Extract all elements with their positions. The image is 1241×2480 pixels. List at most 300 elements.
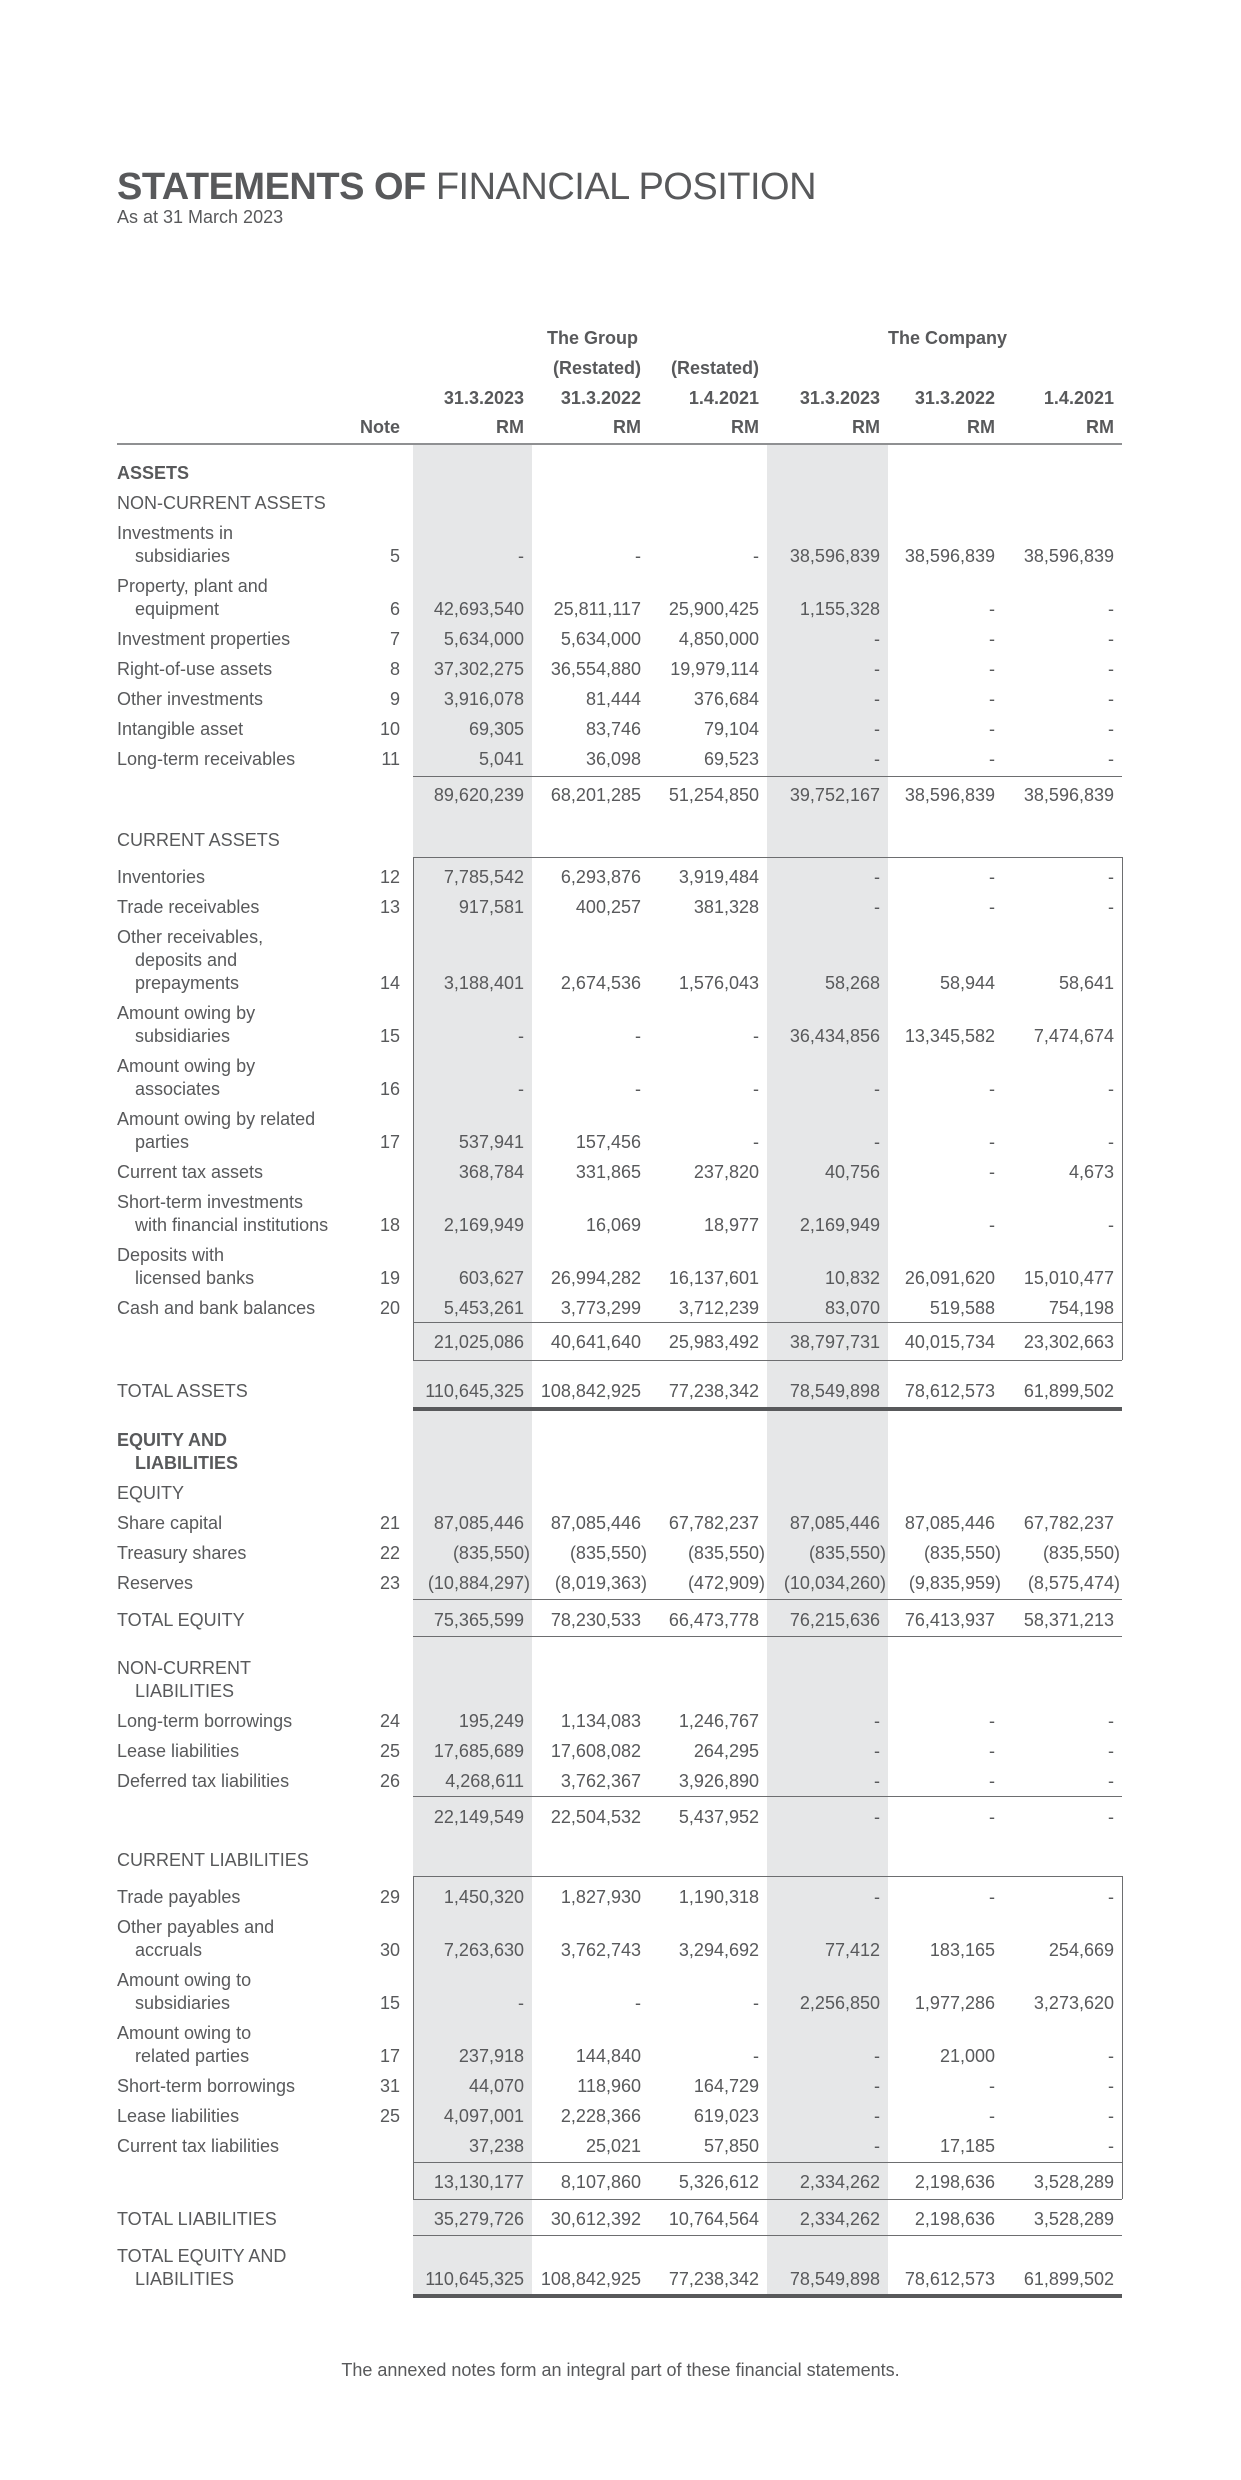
row-value: 25,900,425 [668, 599, 759, 619]
row-label-line: Current tax assets [117, 1162, 264, 1182]
row-note: 15 [379, 1026, 400, 1046]
row-value: 77,412 [824, 1940, 880, 1960]
row-value: - [874, 659, 880, 679]
row-note: 5 [389, 546, 400, 566]
header-rule [117, 443, 1122, 445]
row-label [117, 1572, 193, 1595]
row-value: - [989, 629, 995, 649]
row-value: 58,268 [824, 973, 880, 993]
row-value: - [1108, 1215, 1114, 1235]
row-value: 17,685,689 [433, 1741, 524, 1761]
row-label-line: EQUITY [117, 1483, 185, 1503]
row-value: 67,782,237 [1023, 1513, 1114, 1533]
row-label [117, 1512, 222, 1535]
row-label-line: CURRENT ASSETS [117, 830, 280, 850]
row-value: 23,302,663 [1023, 1332, 1114, 1352]
row-value: 118,960 [577, 2076, 641, 2096]
company-header: The Company [888, 328, 1008, 348]
column-header-units: RM [496, 417, 524, 437]
row-value: 1,190,318 [678, 1887, 759, 1907]
row-label-line: CURRENT LIABILITIES [117, 1850, 309, 1870]
row-value: 38,596,839 [904, 785, 995, 805]
row-value: - [874, 2106, 880, 2126]
row-value: - [874, 629, 880, 649]
row-label [117, 829, 280, 852]
row-value: - [1108, 1079, 1114, 1099]
title-light: FINANCIAL POSITION [435, 166, 817, 208]
row-label-line: LIABILITIES [135, 1681, 235, 1701]
row-label-line: Other payables and [117, 1917, 275, 1937]
row-value: - [874, 719, 880, 739]
column-header-restated: (Restated) [670, 358, 759, 378]
row-value: 22,149,549 [433, 1807, 524, 1827]
row-label-line: Trade receivables [117, 897, 260, 917]
row-value: 5,634,000 [560, 629, 641, 649]
row-value: 1,977,286 [914, 1993, 995, 2013]
equity-rule [413, 1599, 1122, 1600]
row-value: 40,756 [824, 1162, 880, 1182]
row-value: 3,916,078 [443, 689, 524, 709]
row-label-line: Treasury shares [117, 1543, 247, 1563]
row-value: - [1108, 1887, 1114, 1907]
row-note: 31 [379, 2076, 400, 2096]
row-value: 58,641 [1058, 973, 1114, 993]
row-value: - [1108, 659, 1114, 679]
row-value: - [753, 1132, 759, 1152]
row-label [117, 2135, 279, 2158]
column-header-dates: 31.3.2022 [914, 388, 995, 408]
non-current-assets-subtotal-rule [413, 776, 1122, 777]
row-note: 18 [379, 1215, 400, 1235]
row-note: 15 [379, 1993, 400, 2013]
row-value: - [1108, 1132, 1114, 1152]
row-label-line: associates [135, 1079, 221, 1099]
row-label [117, 2075, 295, 2098]
row-value: 42,693,540 [433, 599, 524, 619]
row-label [117, 688, 263, 711]
row-value: 237,820 [693, 1162, 759, 1182]
row-value: 164,729 [693, 2076, 759, 2096]
row-value: - [1108, 1771, 1114, 1791]
page-subtitle: As at 31 March 2023 [117, 207, 284, 227]
row-label-line: NON-CURRENT ASSETS [117, 493, 326, 513]
row-value: 78,549,898 [789, 1381, 880, 1401]
current-assets-box-top [413, 857, 1122, 858]
row-value: - [989, 599, 995, 619]
row-value: 537,941 [458, 1132, 524, 1152]
row-value: 66,473,778 [668, 1610, 759, 1630]
row-note: 6 [389, 599, 400, 619]
row-note: 13 [379, 897, 400, 917]
current-liabilities-subtotal-rule [413, 2162, 1122, 2163]
row-value: - [989, 1215, 995, 1235]
row-value: 2,169,949 [799, 1215, 880, 1235]
row-value: (835,550) [452, 1543, 530, 1563]
row-value: 7,474,674 [1033, 1026, 1114, 1046]
row-value: - [1108, 897, 1114, 917]
row-value: 36,554,880 [550, 659, 641, 679]
row-label [117, 748, 295, 771]
row-value: - [518, 1026, 524, 1046]
row-label [117, 1657, 251, 1703]
row-value: 21,000 [939, 2046, 995, 2066]
row-value: 368,784 [458, 1162, 524, 1182]
row-label-line: Property, plant and [117, 576, 268, 596]
current-liabilities-box-left [413, 1876, 414, 2199]
row-value: 754,198 [1048, 1298, 1114, 1318]
row-value: - [989, 1887, 995, 1907]
row-label-line: LIABILITIES [135, 2269, 235, 2289]
row-value: - [874, 1887, 880, 1907]
row-label-line: ASSETS [117, 463, 190, 483]
row-label [117, 1161, 263, 1184]
row-value: 1,155,328 [799, 599, 880, 619]
row-value: 400,257 [575, 897, 641, 917]
row-value: - [635, 1079, 641, 1099]
row-value: 1,450,320 [443, 1887, 524, 1907]
row-value: (835,550) [687, 1543, 765, 1563]
footer-note: The annexed notes form an integral part of these financial statements. [341, 2360, 900, 2380]
row-label-line: licensed banks [135, 1268, 255, 1288]
row-value: 25,811,117 [553, 599, 641, 619]
row-note: 11 [381, 749, 400, 769]
row-value: 1,576,043 [678, 973, 759, 993]
row-label-line: Lease liabilities [117, 2106, 240, 2126]
row-label [117, 1740, 239, 1763]
row-value: 40,015,734 [904, 1332, 995, 1352]
total-equity-liabilities-double-rule [413, 2294, 1122, 2298]
row-label [117, 2022, 251, 2068]
row-label-line: TOTAL LIABILITIES [117, 2209, 277, 2229]
row-value: (835,550) [923, 1543, 1001, 1563]
row-value: 16,137,601 [668, 1268, 759, 1288]
row-value: - [1108, 2136, 1114, 2156]
row-value: 38,596,839 [1023, 546, 1114, 566]
row-label-line: Amount owing by [117, 1003, 256, 1023]
row-value: 237,918 [458, 2046, 524, 2066]
row-value: 376,684 [693, 689, 759, 709]
row-value: - [989, 719, 995, 739]
row-value: - [874, 2046, 880, 2066]
row-label [117, 1244, 254, 1290]
row-value: 144,840 [575, 2046, 641, 2066]
row-value: 603,627 [458, 1268, 524, 1288]
row-value: - [874, 1079, 880, 1099]
row-value: 4,850,000 [678, 629, 759, 649]
row-value: - [989, 749, 995, 769]
row-label-line: Right-of-use assets [117, 659, 273, 679]
row-label [117, 462, 189, 485]
row-label [117, 575, 268, 621]
row-label [117, 1609, 245, 1632]
row-note: 19 [379, 1268, 400, 1288]
row-label [117, 1710, 292, 1733]
column-header-units: RM [967, 417, 995, 437]
row-value: - [874, 1741, 880, 1761]
row-value: 38,596,839 [904, 546, 995, 566]
row-label [117, 718, 243, 741]
row-value: 4,097,001 [443, 2106, 524, 2126]
current-assets-box-bottom [413, 1360, 1122, 1361]
row-note: 14 [379, 973, 400, 993]
row-value: - [753, 1026, 759, 1046]
row-value: (8,575,474) [1027, 1573, 1120, 1593]
row-label-line: subsidiaries [135, 1026, 231, 1046]
row-label-line: Current tax liabilities [117, 2136, 280, 2156]
row-value: 7,263,630 [443, 1940, 524, 1960]
column-header-dates: 31.3.2023 [443, 388, 524, 408]
row-value: 110,645,325 [425, 2269, 524, 2289]
total-liabilities-rule [413, 2235, 1122, 2236]
row-label-line: Deposits with [117, 1245, 225, 1265]
row-label-line: Investments in [117, 523, 234, 543]
row-value: (472,909) [687, 1573, 765, 1593]
row-value: (10,034,260) [783, 1573, 886, 1593]
row-value: 58,944 [939, 973, 995, 993]
row-value: (8,019,363) [554, 1573, 647, 1593]
row-value: 195,249 [458, 1711, 524, 1731]
note-header: Note [360, 417, 400, 437]
row-label-line: TOTAL EQUITY AND [117, 2246, 287, 2266]
row-value: 3,773,299 [560, 1298, 641, 1318]
row-label-line: Amount owing by [117, 1056, 256, 1076]
row-value: - [874, 749, 880, 769]
row-value: 2,334,262 [799, 2172, 880, 2192]
row-note: 24 [379, 1711, 400, 1731]
row-note: 30 [379, 1940, 400, 1960]
row-value: 18,977 [703, 1215, 759, 1235]
row-value: 87,085,446 [433, 1513, 524, 1533]
row-label-line: TOTAL ASSETS [117, 1381, 248, 1401]
row-label [117, 1770, 289, 1793]
row-label [117, 2208, 277, 2231]
row-value: 67,782,237 [668, 1513, 759, 1533]
column-header-units: RM [1086, 417, 1114, 437]
row-value: 40,641,640 [550, 1332, 641, 1352]
row-value: 4,268,611 [445, 1771, 524, 1791]
row-label-line: Investment properties [117, 629, 291, 649]
row-value: 78,612,573 [904, 1381, 995, 1401]
row-label-line: Reserves [117, 1573, 194, 1593]
row-value: 157,456 [575, 1132, 641, 1152]
row-value: 38,596,839 [789, 546, 880, 566]
row-value: - [874, 689, 880, 709]
row-label-line: prepayments [135, 973, 240, 993]
row-value: 38,596,839 [1023, 785, 1114, 805]
row-value: 76,215,636 [789, 1610, 880, 1630]
row-value: 2,198,636 [914, 2209, 995, 2229]
row-note: 16 [379, 1079, 400, 1099]
row-value: 108,842,925 [540, 2269, 641, 2289]
row-label [117, 1849, 309, 1872]
row-label-line: related parties [135, 2046, 250, 2066]
row-label [117, 522, 233, 568]
row-value: 1,246,767 [678, 1711, 759, 1731]
row-note: 12 [379, 867, 400, 887]
row-label [117, 492, 326, 515]
row-note: 10 [379, 719, 400, 739]
row-label [117, 926, 263, 995]
row-value: - [989, 659, 995, 679]
row-label [117, 1969, 251, 2015]
row-value: (9,835,959) [908, 1573, 1001, 1593]
row-value: - [874, 1711, 880, 1731]
total-assets-double-rule [413, 1407, 1122, 1411]
row-value: 4,673 [1068, 1162, 1114, 1182]
row-label-line: Short-term borrowings [117, 2076, 296, 2096]
row-value: 2,334,262 [799, 2209, 880, 2229]
row-label-line: TOTAL EQUITY [117, 1610, 245, 1630]
row-value: - [989, 1162, 995, 1182]
title-bold: STATEMENTS OF [117, 166, 426, 208]
row-value: 17,185 [939, 2136, 995, 2156]
row-note: 7 [389, 629, 400, 649]
row-value: - [989, 2106, 995, 2126]
row-note: 25 [379, 2106, 400, 2126]
row-value: 3,762,367 [560, 1771, 641, 1791]
row-value: 44,070 [468, 2076, 524, 2096]
row-label-line: NON-CURRENT [117, 1658, 251, 1678]
row-label [117, 2245, 286, 2291]
row-value: - [1108, 689, 1114, 709]
non-current-liabilities-rule [413, 1796, 1122, 1797]
row-label [117, 1108, 315, 1154]
row-value: 25,983,492 [668, 1332, 759, 1352]
row-value: 58,371,213 [1023, 1610, 1114, 1630]
row-value: - [989, 689, 995, 709]
total-equity-rule [413, 1636, 1122, 1637]
row-label-line: Trade payables [117, 1887, 241, 1907]
row-label-line: Lease liabilities [117, 1741, 240, 1761]
row-value: 69,523 [703, 749, 759, 769]
row-label [117, 1886, 240, 1909]
row-value: - [874, 1132, 880, 1152]
row-value: - [518, 546, 524, 566]
row-value: 1,827,930 [560, 1887, 641, 1907]
row-value: 89,620,239 [433, 785, 524, 805]
row-value: 77,238,342 [668, 2269, 759, 2289]
row-value: 83,070 [824, 1298, 880, 1318]
row-value: - [989, 1711, 995, 1731]
row-value: - [989, 867, 995, 887]
row-value: 5,326,612 [678, 2172, 759, 2192]
column-header-dates: 1.4.2021 [1043, 388, 1114, 408]
row-value: - [1108, 1741, 1114, 1761]
column-header-units: RM [852, 417, 880, 437]
column-header-dates: 31.3.2022 [560, 388, 641, 408]
row-value: 619,023 [693, 2106, 759, 2126]
row-label-line: subsidiaries [135, 1993, 231, 2013]
row-value: 87,085,446 [789, 1513, 880, 1533]
row-label [117, 866, 205, 889]
row-value: 57,850 [703, 2136, 759, 2156]
row-value: - [1108, 2046, 1114, 2066]
row-label [117, 1191, 328, 1237]
row-value: 76,413,937 [904, 1610, 995, 1630]
row-value: 37,302,275 [433, 659, 524, 679]
row-value: 264,295 [693, 1741, 759, 1761]
page-title [117, 166, 816, 209]
row-value: 3,273,620 [1033, 1993, 1114, 2013]
row-value: 2,198,636 [914, 2172, 995, 2192]
row-label [117, 658, 272, 681]
row-label [117, 1542, 246, 1565]
row-value: 13,345,582 [904, 1026, 995, 1046]
row-label [117, 1002, 255, 1048]
current-liabilities-box-top [413, 1876, 1122, 1877]
row-value: - [1108, 1807, 1114, 1827]
row-note: 8 [389, 659, 400, 679]
row-value: 36,098 [585, 749, 641, 769]
row-value: 13,130,177 [433, 2172, 524, 2192]
row-value: 3,926,890 [678, 1771, 759, 1791]
row-value: - [753, 1079, 759, 1099]
row-value: - [874, 867, 880, 887]
row-value: 3,528,289 [1033, 2209, 1114, 2229]
row-value: 36,434,856 [789, 1026, 880, 1046]
row-note: 17 [379, 2046, 400, 2066]
column-header-dates: 1.4.2021 [688, 388, 759, 408]
row-label-line: Deferred tax liabilities [117, 1771, 290, 1791]
row-value: 17,608,082 [550, 1741, 641, 1761]
row-value: - [989, 897, 995, 917]
row-value: 78,549,898 [789, 2269, 880, 2289]
row-value: 3,188,401 [443, 973, 524, 993]
row-value: 68,201,285 [550, 785, 641, 805]
row-value: 30,612,392 [550, 2209, 641, 2229]
row-value: 381,328 [693, 897, 759, 917]
row-value: - [874, 897, 880, 917]
column-header-units: RM [731, 417, 759, 437]
row-value: - [635, 1993, 641, 2013]
row-value: 183,165 [929, 1940, 995, 1960]
row-value: - [874, 1807, 880, 1827]
row-value: 917,581 [458, 897, 524, 917]
current-liabilities-box-right [1122, 1876, 1123, 2199]
row-label [117, 628, 290, 651]
row-value: (835,550) [569, 1543, 647, 1563]
row-value: - [753, 2046, 759, 2066]
row-value: 5,041 [478, 749, 524, 769]
row-value: 37,238 [468, 2136, 524, 2156]
row-value: 10,764,564 [668, 2209, 759, 2229]
row-value: 5,437,952 [678, 1807, 759, 1827]
row-value: 6,293,876 [560, 867, 641, 887]
row-value: - [1108, 749, 1114, 769]
row-value: 1,134,083 [560, 1711, 641, 1731]
row-note: 29 [379, 1887, 400, 1907]
row-value: - [753, 1993, 759, 2013]
row-value: 25,021 [585, 2136, 641, 2156]
row-value: 51,254,850 [668, 785, 759, 805]
row-label-line: Cash and bank balances [117, 1298, 316, 1318]
row-value: - [874, 2076, 880, 2096]
row-label-line: Long-term receivables [117, 749, 296, 769]
row-label [117, 1380, 248, 1403]
row-label-line: Intangible asset [117, 719, 244, 739]
row-value: 331,865 [575, 1162, 641, 1182]
row-value: 519,588 [929, 1298, 995, 1318]
row-value: - [518, 1993, 524, 2013]
row-value: - [989, 1807, 995, 1827]
row-value: - [874, 2136, 880, 2156]
row-value: 110,645,325 [425, 1381, 524, 1401]
row-value: 108,842,925 [540, 1381, 641, 1401]
row-label [117, 1429, 238, 1475]
row-label [117, 896, 259, 919]
row-value: 81,444 [585, 689, 641, 709]
row-label [117, 1297, 315, 1320]
